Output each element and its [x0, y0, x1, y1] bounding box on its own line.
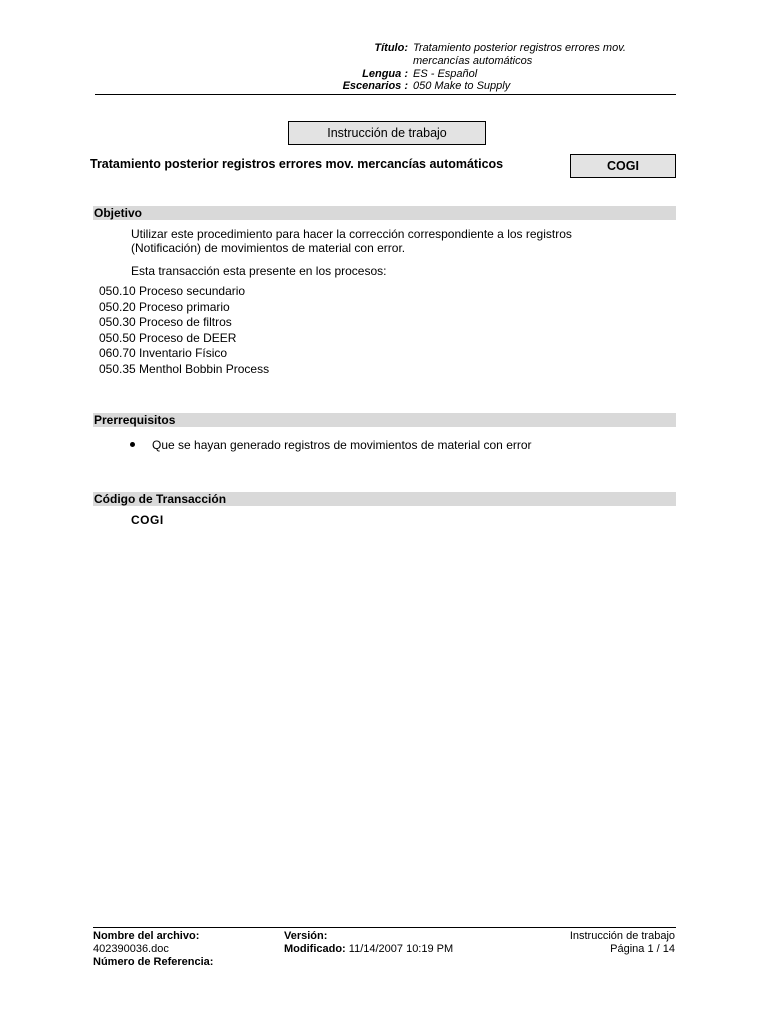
header-title-label: Título: — [374, 42, 408, 54]
transaction-code-box: COGI — [570, 154, 676, 178]
bullet-icon — [130, 442, 135, 447]
footer-reference-label: Número de Referencia: — [93, 956, 214, 968]
doc-type-box: Instrucción de trabajo — [288, 121, 486, 145]
header-scenarios-label: Escenarios : — [342, 80, 408, 92]
footer-doc-type: Instrucción de trabajo — [569, 930, 675, 942]
page-title: Tratamiento posterior registros errores mov. mercancías automáticos — [90, 157, 504, 171]
footer-modified-row — [284, 943, 453, 956]
document-header — [95, 41, 676, 95]
section-heading-objective: Objetivo — [93, 206, 676, 220]
list-item: 050.35 Menthol Bobbin Process — [99, 361, 270, 376]
section-heading-transaction: Código de Transacción — [93, 492, 676, 506]
list-item: 050.50 Proceso de DEER — [99, 330, 237, 345]
header-language-label: Lengua : — [362, 68, 408, 80]
objective-text-line-3: Esta transacción esta presente en los procesos: — [131, 264, 387, 278]
footer-filename-value: 402390036.doc — [93, 943, 169, 955]
objective-text-line-2: (Notificación) de movimientos de material con error. — [131, 241, 406, 255]
list-item: 050.10 Proceso secundario — [99, 284, 246, 298]
list-item: 050.30 Proceso de filtros — [99, 315, 232, 330]
footer-version-column — [284, 930, 453, 956]
footer-version-label: Versión: — [284, 930, 328, 942]
list-item: 060.70 Inventario Físico — [99, 346, 228, 361]
header-language-value: ES - Español — [413, 68, 478, 80]
footer-page-number: Página 1 / 14 — [610, 943, 675, 955]
header-scenarios-value: 050 Make to Supply — [413, 80, 511, 92]
objective-text-line-1: Utilizar este procedimiento para hacer la corrección correspondiente a los registros — [131, 227, 572, 241]
process-list — [99, 284, 269, 378]
footer-page-column — [570, 930, 675, 956]
footer-modified-value: 11/14/2007 10:19 PM — [348, 943, 454, 955]
document-footer — [93, 927, 676, 968]
list-item: 050.20 Proceso primario — [99, 299, 230, 314]
footer-file-column — [93, 930, 213, 969]
header-title-value-2: mercancías automáticos — [413, 55, 533, 67]
header-title-value: Tratamiento posterior registros errores mov. — [413, 42, 626, 54]
footer-filename-label: Nombre del archivo: — [93, 930, 200, 942]
section-heading-prerequisites: Prerrequisitos — [93, 413, 676, 427]
prerequisite-text: Que se hayan generado registros de movimientos de material con error — [152, 438, 532, 452]
transaction-code: COGI — [131, 513, 164, 527]
prerequisite-item — [130, 438, 532, 452]
footer-modified-label: Modificado: — [284, 943, 346, 955]
